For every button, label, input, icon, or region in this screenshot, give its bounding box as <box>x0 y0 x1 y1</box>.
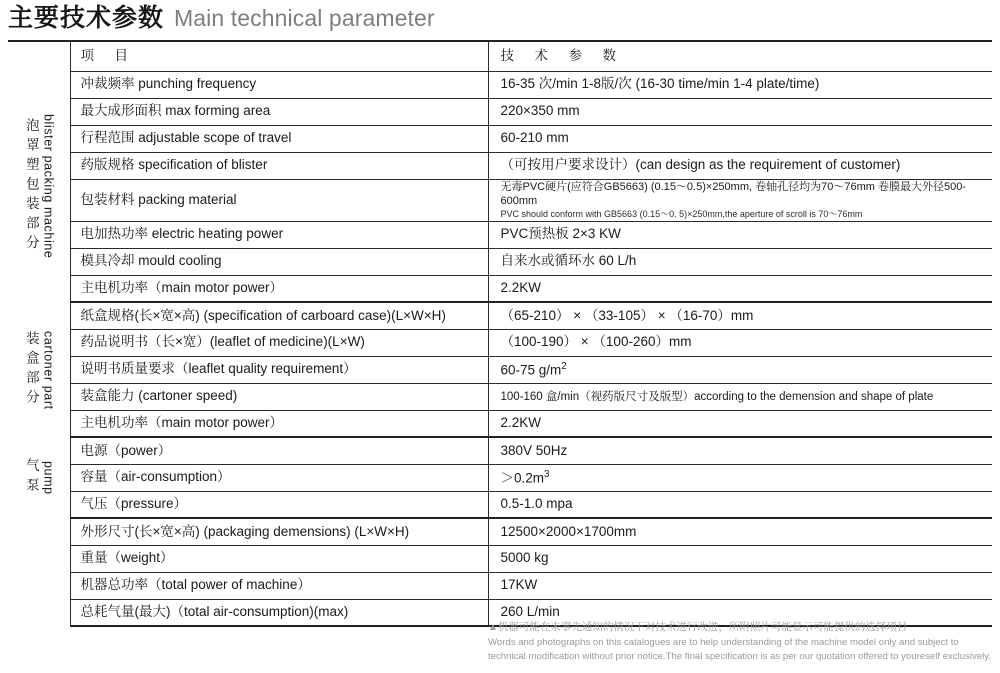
header-item-label: 项 目 <box>80 47 132 63</box>
disclaimer-note <box>488 620 993 665</box>
category-label-cn: 气泵 <box>23 458 39 498</box>
table-row <box>8 464 992 491</box>
item-value: 16-35 次/min 1-8版/次 (16-30 time/min 1-4 plate/time) <box>488 71 992 98</box>
table-row <box>8 572 992 599</box>
item-value: （65-210） × （33-105） × （16-70）mm <box>488 302 992 329</box>
table-row <box>8 275 992 302</box>
item-value-line2: PVC should conform with GB5663 (0.15～0. 5)×250mm,the aperture of scroll is 70～76mm <box>500 209 863 220</box>
table-row <box>8 491 992 518</box>
table-header-row <box>8 41 992 71</box>
item-label: 主电机功率（main motor power） <box>70 410 488 437</box>
item-value-air-capacity: $>0.2m^3$ <box>488 464 992 491</box>
item-label: 总耗气量(最大)（total air-consumption)(max) <box>70 599 488 626</box>
table-row <box>8 98 992 125</box>
item-value: PVC预热板 2×3 KW <box>488 221 992 248</box>
disclaimer-en-line1: Words and photographs on this catalogues are to help understanding of the machine model only and subject to <box>488 636 959 648</box>
item-label: 行程范围 adjustable scope of travel <box>70 125 488 152</box>
item-value: （100-190） × （100-260）mm <box>488 329 992 356</box>
item-label: 主电机功率（main motor power） <box>70 275 488 302</box>
item-label: 纸盒规格(长×宽×高) (specification of carboard case)(L×W×H) <box>70 302 488 329</box>
header-value-label: 技 术 参 数 <box>500 47 620 63</box>
item-value: 自来水或循环水 60 L/h <box>488 248 992 275</box>
item-value: 5000 kg <box>488 545 992 572</box>
item-label: 说明书质量要求（leaflet quality requirement） <box>70 356 488 383</box>
item-label: 电源（power） <box>70 437 488 464</box>
item-value: 2.2KW <box>488 410 992 437</box>
table-row <box>8 71 992 98</box>
item-value-line1: 无毒PVC硬片(应符合GB5663) (0.15～0.5)×250mm, 卷轴孔径均为70～76mm 卷膜最大外径500-600mm <box>500 180 966 208</box>
table-row <box>8 221 992 248</box>
table-row <box>8 248 992 275</box>
table-row <box>8 125 992 152</box>
item-value-multiline <box>488 179 992 221</box>
page-title-cn: 主要技术参数 <box>8 4 165 32</box>
header-value-cell <box>488 41 992 71</box>
vertical-category-label <box>8 437 70 518</box>
warning-triangle-icon: ▲ <box>488 622 498 633</box>
item-label: 最大成形面积 max forming area <box>70 98 488 125</box>
item-value: 0.5-1.0 mpa <box>488 491 992 518</box>
item-value: 60-210 mm <box>488 125 992 152</box>
table-row <box>8 383 992 410</box>
item-label: 药版规格 specification of blister <box>70 152 488 179</box>
table-row <box>8 152 992 179</box>
table-row <box>8 545 992 572</box>
item-value: 17KW <box>488 572 992 599</box>
item-label: 模具冷却 mould cooling <box>70 248 488 275</box>
technical-parameter-table <box>8 40 992 627</box>
disclaimer-cn-line <box>488 620 993 636</box>
item-value: 220×350 mm <box>488 98 992 125</box>
table-row <box>8 356 992 383</box>
category-cell-cartoner <box>8 302 70 437</box>
table-row <box>8 302 992 329</box>
item-value-area-weight: 60-75 $g/m^2$ <box>488 356 992 383</box>
category-label-en: blister packing machine <box>41 114 56 259</box>
item-label: 容量（air-consumption） <box>70 464 488 491</box>
item-value <box>488 383 992 410</box>
header-category-cell <box>8 41 70 71</box>
item-label: 包装材料 packing material <box>70 179 488 221</box>
item-label: 机器总功率（total power of machine） <box>70 572 488 599</box>
category-label-en: cartoner part <box>41 330 56 410</box>
category-label-cn: 装盒部分 <box>23 330 39 409</box>
table-row <box>8 437 992 464</box>
category-cell-blister <box>8 71 70 302</box>
item-value-text: 100-160 盒/min（视药版尺寸及版型）according to the demension and shape of plate <box>500 391 934 404</box>
item-value: （可按用户要求设计）(can design as the requirement of customer) <box>488 152 992 179</box>
item-label: 电加热功率 electric heating power <box>70 221 488 248</box>
disclaimer-cn-text: 机器可能在未事先通知的情况下对技术进行改进，所附照片可能显示可能提供的选择项目 <box>497 621 908 633</box>
disclaimer-en-line2: technical modification without prior notice.The final specification is as per our quotation offered to youreself exclusively. <box>488 651 992 663</box>
category-cell-pump <box>8 437 70 518</box>
page-title <box>8 4 435 33</box>
item-value: 380V 50Hz <box>488 437 992 464</box>
item-label: 药品说明书（长×宽）(leaflet of medicine)(L×W) <box>70 329 488 356</box>
header-item-cell <box>70 41 488 71</box>
vertical-category-label <box>8 302 70 437</box>
table-row <box>8 410 992 437</box>
page-title-en: Main technical parameter <box>174 5 435 31</box>
table-row <box>8 329 992 356</box>
item-label: 冲裁频率 punching frequency <box>70 71 488 98</box>
item-label: 装盒能力 (cartoner speed) <box>70 383 488 410</box>
category-label-cn: 泡罩塑包装部分 <box>23 118 39 255</box>
table-row <box>8 179 992 221</box>
category-label-en: pump <box>41 461 56 495</box>
vertical-category-label <box>8 71 70 302</box>
item-label: 气压（pressure） <box>70 491 488 518</box>
category-cell-overall <box>8 518 70 626</box>
item-label: 外形尺寸(长×宽×高) (packaging demensions) (L×W×H) <box>70 518 488 545</box>
item-value: 2.2KW <box>488 275 992 302</box>
item-value: 12500×2000×1700mm <box>488 518 992 545</box>
table-row <box>8 518 992 545</box>
item-value: 260 L/min <box>488 599 992 626</box>
item-label: 重量（weight） <box>70 545 488 572</box>
